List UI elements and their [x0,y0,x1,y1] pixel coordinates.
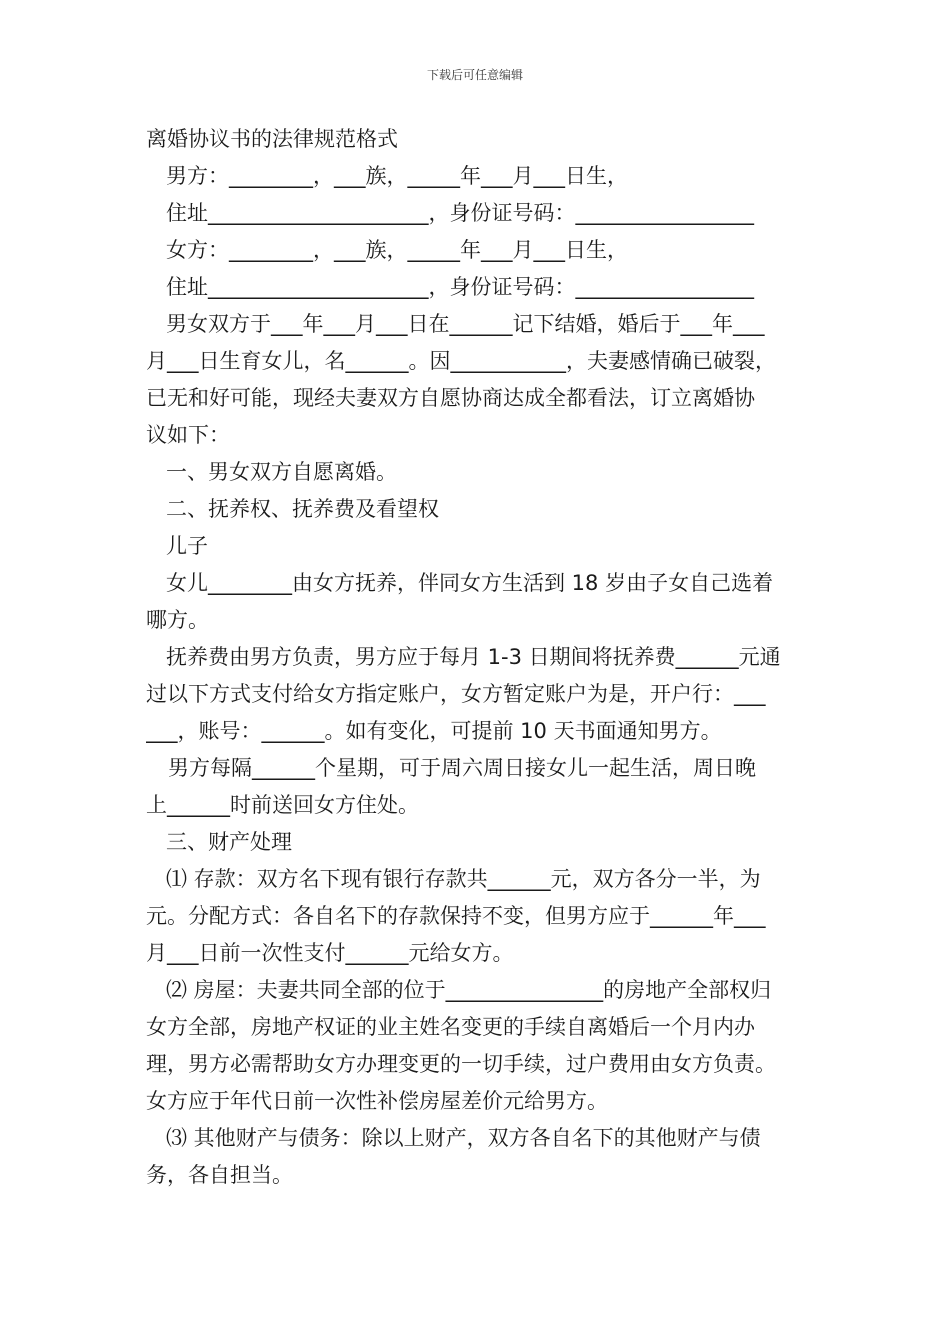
text-line: ⑴ 存款：双方名下现有银行存款共______元，双方各分一半，为 [166,867,761,891]
text-line: 理，男方必需帮助女方办理变更的一切手续，过户费用由女方负责。 [146,1052,776,1076]
text-line: ⑶ 其他财产与债务：除以上财产，双方各自名下的其他财产与债 [166,1126,761,1150]
text-line: 男方每隔______个星期，可于周六周日接女儿一起生活，周日晚 [168,756,756,780]
section-heading: 一、男女双方自愿离婚。 [166,460,397,484]
text-line: 抚养费由男方负责，男方应于每月 1-3 日期间将抚养费______元通 [166,645,781,669]
text-line: 元。分配方式：各自名下的存款保持不变，但男方应于______年___ [146,904,766,928]
text-line: 月___日前一次性支付______元给女方。 [146,941,514,965]
page-header: 下载后可任意编辑 [426,68,523,82]
text-line: 女方：________，___族，_____年___月___日生， [166,238,628,262]
text-line: 男女双方于___年___月___日在______记下结婚，婚后于___年___ [166,312,765,336]
text-line: ___，账号：______。如有变化，可提前 10 天书面通知男方。 [146,719,722,743]
section-heading: 二、抚养权、抚养费及看望权 [166,497,439,521]
text-line: 已无和好可能，现经夫妻双方自愿协商达成全都看法，订立离婚协 [146,386,755,410]
text-line: 儿子 [166,534,208,558]
text-line: 男方：________，___族，_____年___月___日生， [166,164,628,188]
text-line: 议如下： [146,423,230,447]
text-line: 住址_____________________，身份证号码：_________________ [166,201,754,225]
section-heading: 三、财产处理 [166,830,292,854]
text-line: 务，各自担当。 [146,1163,293,1187]
text-line: 哪方。 [146,608,209,632]
text-line: 上______时前送回女方住处。 [146,793,419,817]
text-line: 女方应于年代日前一次性补偿房屋差价元给男方。 [146,1089,608,1113]
text-line: 过以下方式支付给女方指定账户，女方暂定账户为是，开户行：___ [146,682,766,706]
text-line: ⑵ 房屋：夫妻共同全部的位于_______________的房地产全部权归 [166,978,772,1002]
text-line: 住址_____________________，身份证号码：_________________ [166,275,754,299]
document-body [146,121,826,1194]
text-line: 女儿________由女方抚养，伴同女方生活到 18 岁由子女自己选着 [166,571,774,595]
text-line: 女方全部，房地产权证的业主姓名变更的手续自离婚后一个月内办 [146,1015,755,1039]
text-line: 月___日生育女儿，名______。因___________，夫妻感情确已破裂， [146,349,776,373]
document-title: 离婚协议书的法律规范格式 [146,127,398,151]
